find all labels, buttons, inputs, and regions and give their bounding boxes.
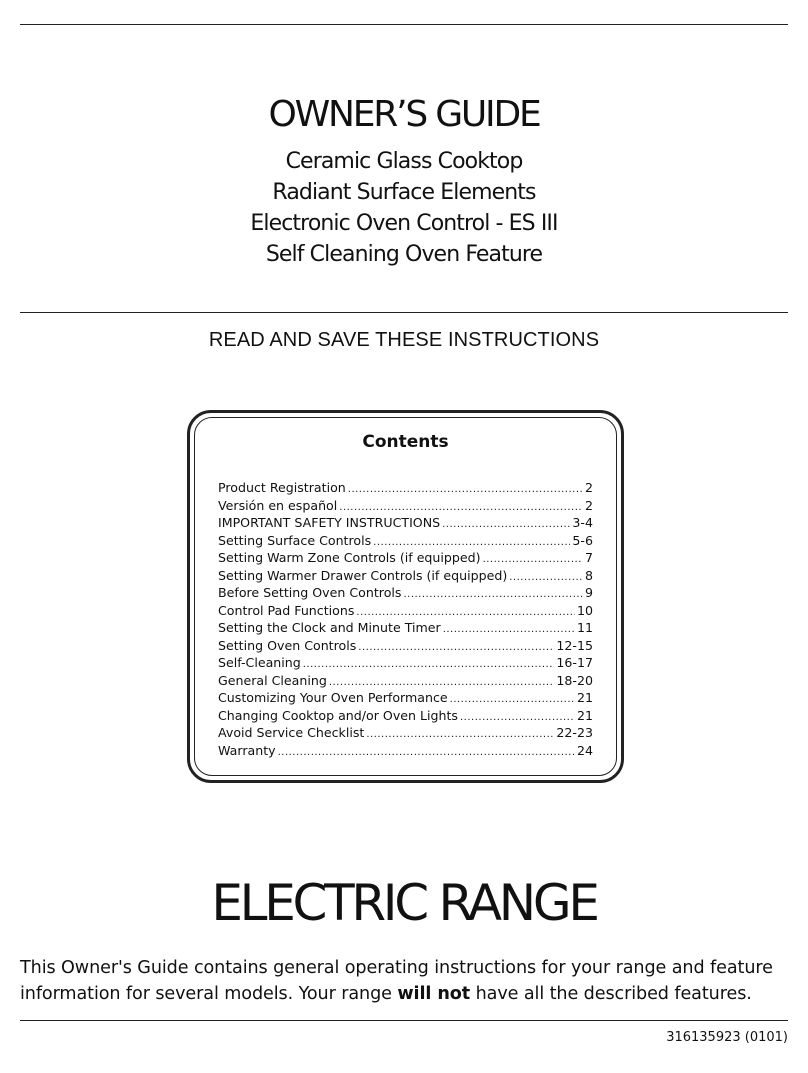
guide-title: OWNER’S GUIDE [268,94,540,135]
toc-page: 18-20 [556,672,593,688]
toc-label: IMPORTANT SAFETY INSTRUCTIONS [218,515,441,530]
toc-page: 11 [576,620,593,635]
toc-label: Setting the Clock and Minute Timer [218,620,441,635]
toc-entry [218,568,593,586]
toc-leader [442,519,570,530]
feature-line: Self Cleaning Oven Feature [265,242,543,267]
toc-page: 5-6 [572,532,593,548]
toc-label: Control Pad Functions [218,602,355,618]
toc-page: 22-23 [556,725,593,740]
toc-leader [356,607,575,618]
toc-entry [218,620,593,638]
feature-line: Radiant Surface Elements [272,180,536,205]
toc-label: Warranty [218,742,276,758]
toc-page: 16-17 [556,655,593,670]
toc-entry [218,673,593,691]
toc-label: Self-Cleaning [218,655,301,670]
toc-leader [278,747,575,758]
toc-page: 21 [576,707,593,723]
disclaimer-emphasis: will not [397,984,471,1004]
toc-label: Setting Warmer Drawer Controls (if equipped) [218,567,508,583]
disclaimer-text-end: have all the described features. [470,984,752,1004]
feature-line: Electronic Oven Control - ES III [250,211,558,236]
table-of-contents [218,480,593,760]
toc-label: Before Setting Oven Controls [218,585,402,600]
toc-page: 10 [576,602,593,618]
toc-entry [218,655,593,673]
toc-entry [218,515,593,533]
toc-entry [218,498,593,516]
toc-label: Changing Cooktop and/or Oven Lights [218,707,458,723]
toc-entry [218,708,593,726]
bottom-rule [20,1020,788,1021]
disclaimer-text: This Owner's Guide contains general operating instructions for your range and feature information for several models. Your range [20,958,773,1004]
toc-label: Customizing Your Oven Performance [218,690,448,705]
contents-box [187,410,624,783]
toc-label: Setting Surface Controls [218,532,372,548]
toc-entry [218,480,593,498]
toc-leader [403,589,583,600]
toc-page: 8 [584,567,593,583]
toc-label: Setting Warm Zone Controls (if equipped) [218,550,481,565]
document-number: 316135923 (0101) [666,1030,788,1045]
toc-leader [348,484,583,495]
toc-page: 21 [576,690,593,705]
toc-leader [483,554,583,565]
toc-page: 24 [576,742,593,758]
toc-entry [218,533,593,551]
toc-leader [366,729,554,740]
toc-leader [358,642,554,653]
toc-page: 3-4 [572,515,593,530]
toc-page: 7 [584,550,593,565]
read-save-notice: READ AND SAVE THESE INSTRUCTIONS [208,329,600,351]
toc-label: Avoid Service Checklist [218,725,365,740]
toc-entry [218,585,593,603]
feature-list [0,146,808,270]
toc-leader [450,694,575,705]
toc-entry [218,638,593,656]
toc-entry [218,603,593,621]
toc-leader [509,572,583,583]
toc-entry [218,725,593,743]
contents-inner-frame [194,417,617,776]
toc-page: 2 [584,480,593,495]
toc-leader [460,712,575,723]
toc-label: Product Registration [218,480,346,495]
toc-label: Versión en español [218,497,338,513]
feature-line: Ceramic Glass Cooktop [285,149,523,174]
contents-heading: Contents [362,432,449,452]
toc-leader [443,624,575,635]
toc-page: 12-15 [556,637,593,653]
toc-page: 9 [584,585,593,600]
toc-entry [218,550,593,568]
toc-label: General Cleaning [218,672,327,688]
top-rule [20,24,788,25]
toc-entry [218,690,593,708]
middle-rule [20,312,788,313]
toc-leader [339,502,583,513]
toc-leader [373,537,570,548]
toc-page: 2 [584,497,593,513]
toc-entry [218,743,593,761]
toc-label: Setting Oven Controls [218,637,357,653]
product-name: ELECTRIC RANGE [211,874,597,932]
toc-leader [329,677,555,688]
disclaimer [20,955,800,1007]
toc-leader [303,659,555,670]
